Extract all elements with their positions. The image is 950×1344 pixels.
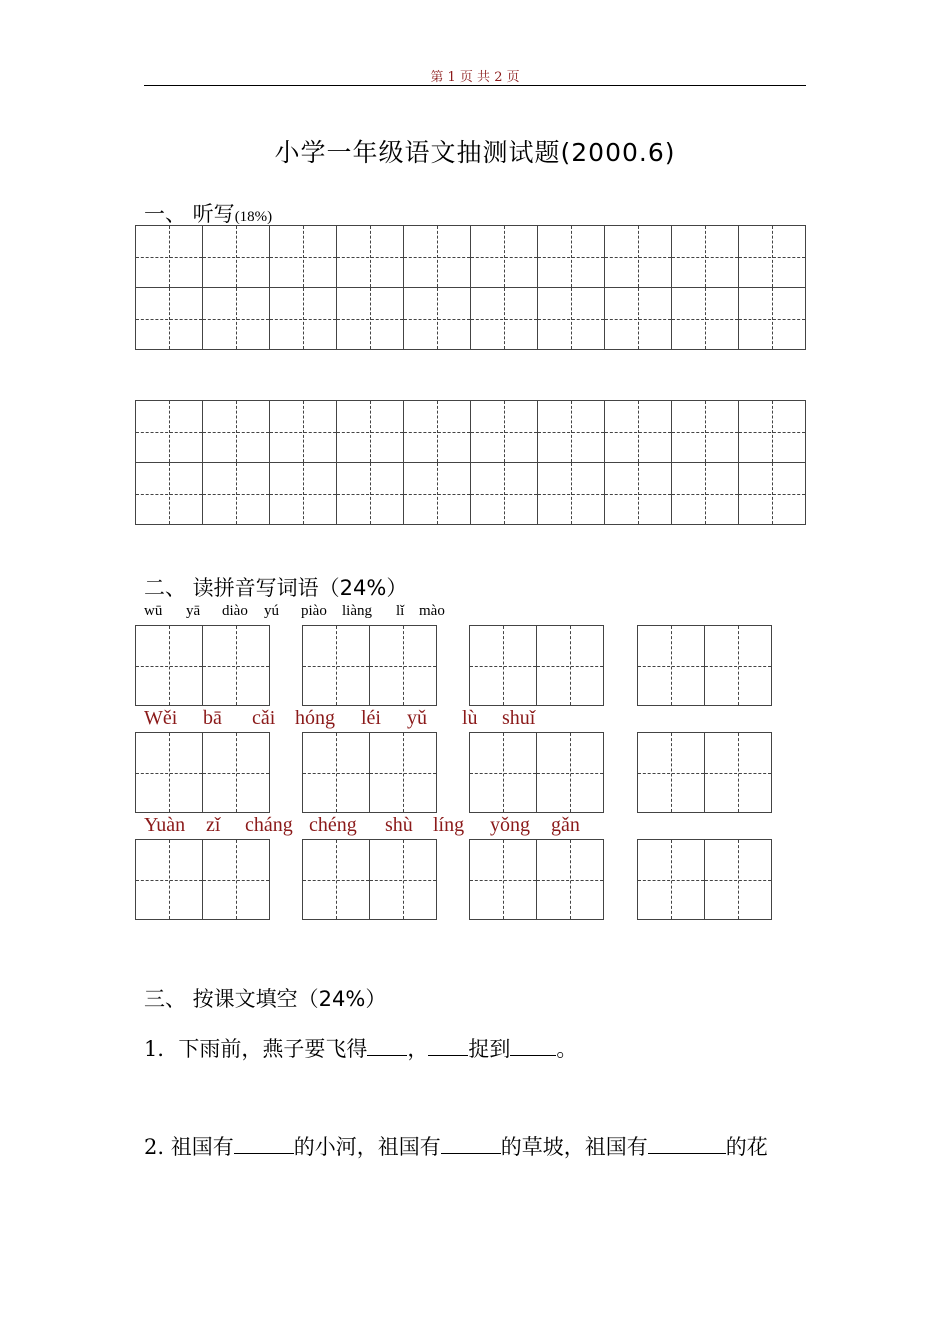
cell-guide-horizontal	[471, 494, 537, 495]
pinyin: wū	[144, 603, 163, 619]
pinyin: líng	[433, 814, 465, 836]
writing-cell[interactable]	[604, 400, 672, 463]
cell-guide-horizontal	[705, 773, 771, 774]
pinyin: zǐ	[206, 814, 221, 836]
writing-cell[interactable]	[671, 225, 739, 288]
pinyin: liàng	[342, 603, 372, 619]
cell-guide-horizontal	[136, 432, 202, 433]
answer-blank[interactable]	[234, 1132, 294, 1154]
writing-cell[interactable]	[537, 287, 605, 350]
cell-guide-horizontal	[739, 432, 805, 433]
writing-cell[interactable]	[604, 225, 672, 288]
cell-guide-horizontal	[538, 494, 604, 495]
q1-text-d: 。	[556, 1037, 578, 1061]
answer-blank[interactable]	[428, 1034, 468, 1056]
pinyin: diào	[222, 603, 248, 619]
writing-cell[interactable]	[336, 225, 404, 288]
cell-guide-horizontal	[538, 257, 604, 258]
cell-guide-horizontal	[370, 773, 436, 774]
cell-guide-horizontal	[203, 432, 269, 433]
writing-cell[interactable]	[202, 225, 270, 288]
cell-guide-horizontal	[470, 666, 536, 667]
pinyin: chéng	[309, 814, 357, 836]
cell-guide-horizontal	[136, 494, 202, 495]
writing-cell[interactable]	[536, 625, 604, 706]
cell-guide-horizontal	[203, 773, 269, 774]
cell-guide-horizontal	[537, 666, 603, 667]
cell-guide-horizontal	[672, 319, 738, 320]
cell-guide-horizontal	[638, 880, 704, 881]
writing-cell[interactable]	[369, 839, 437, 920]
cell-guide-horizontal	[605, 257, 671, 258]
cell-guide-horizontal	[337, 432, 403, 433]
cell-guide-horizontal	[337, 319, 403, 320]
answer-blank[interactable]	[441, 1132, 501, 1154]
header-rule	[144, 85, 806, 86]
writing-cell[interactable]	[637, 625, 705, 706]
writing-cell[interactable]	[704, 625, 772, 706]
pinyin: cháng	[245, 814, 293, 836]
q2-text-b: 的小河，祖国有	[293, 1135, 441, 1159]
pinyin: yǒng	[490, 814, 530, 836]
writing-cell[interactable]	[536, 732, 604, 813]
writing-cell[interactable]	[202, 732, 270, 813]
cell-guide-horizontal	[739, 494, 805, 495]
writing-cell[interactable]	[202, 839, 270, 920]
pinyin: cǎi	[252, 707, 276, 729]
cell-guide-horizontal	[203, 880, 269, 881]
pinyin: Yuàn	[144, 814, 186, 836]
writing-cell[interactable]	[369, 625, 437, 706]
writing-cell[interactable]	[135, 732, 203, 813]
cell-guide-horizontal	[672, 257, 738, 258]
writing-cell[interactable]	[202, 287, 270, 350]
writing-cell[interactable]	[135, 400, 203, 463]
writing-cell[interactable]	[469, 732, 537, 813]
writing-cell[interactable]	[269, 400, 337, 463]
writing-cell[interactable]	[637, 732, 705, 813]
pinyin: léi	[361, 707, 381, 729]
cell-guide-horizontal	[203, 319, 269, 320]
pinyin: lǐ	[396, 603, 405, 619]
pinyin: piào	[301, 603, 327, 619]
cell-guide-horizontal	[705, 880, 771, 881]
answer-blank[interactable]	[367, 1034, 407, 1056]
cell-guide-horizontal	[136, 319, 202, 320]
cell-guide-horizontal	[605, 319, 671, 320]
writing-cell[interactable]	[470, 287, 538, 350]
writing-cell[interactable]	[336, 462, 404, 525]
cell-guide-horizontal	[370, 880, 436, 881]
page-number-header: 第 1 页 共 2 页	[430, 70, 520, 85]
writing-cell[interactable]	[269, 225, 337, 288]
writing-cell[interactable]	[302, 732, 370, 813]
writing-cell[interactable]	[269, 287, 337, 350]
writing-cell[interactable]	[135, 462, 203, 525]
writing-cell[interactable]	[671, 462, 739, 525]
writing-cell[interactable]	[302, 625, 370, 706]
writing-cell[interactable]	[470, 400, 538, 463]
writing-cell[interactable]	[469, 839, 537, 920]
section2-heading: 二、 读拼音写词语（24%）	[144, 576, 408, 600]
cell-guide-horizontal	[471, 257, 537, 258]
writing-cell[interactable]	[604, 462, 672, 525]
writing-cell[interactable]	[604, 287, 672, 350]
writing-cell[interactable]	[738, 287, 806, 350]
writing-cell[interactable]	[202, 400, 270, 463]
cell-guide-horizontal	[537, 773, 603, 774]
pinyin: bā	[203, 707, 222, 729]
writing-cell[interactable]	[135, 287, 203, 350]
cell-guide-horizontal	[270, 494, 336, 495]
writing-cell[interactable]	[704, 839, 772, 920]
cell-guide-horizontal	[404, 319, 470, 320]
cell-guide-horizontal	[270, 319, 336, 320]
cell-guide-horizontal	[605, 494, 671, 495]
cell-guide-horizontal	[638, 666, 704, 667]
cell-guide-horizontal	[404, 494, 470, 495]
cell-guide-horizontal	[337, 494, 403, 495]
writing-cell[interactable]	[537, 400, 605, 463]
cell-guide-horizontal	[337, 257, 403, 258]
section1-heading	[144, 198, 272, 228]
pinyin: yǔ	[407, 707, 427, 729]
writing-cell[interactable]	[537, 462, 605, 525]
writing-cell[interactable]	[336, 287, 404, 350]
writing-cell[interactable]	[202, 625, 270, 706]
writing-cell[interactable]	[470, 462, 538, 525]
pinyin: lù	[462, 707, 478, 729]
cell-guide-horizontal	[136, 773, 202, 774]
cell-guide-horizontal	[672, 432, 738, 433]
pinyin: mào	[419, 603, 445, 619]
pinyin: shù	[385, 814, 413, 836]
cell-guide-horizontal	[303, 666, 369, 667]
cell-guide-horizontal	[270, 257, 336, 258]
writing-cell[interactable]	[671, 287, 739, 350]
cell-guide-horizontal	[471, 319, 537, 320]
cell-guide-horizontal	[672, 494, 738, 495]
cell-guide-horizontal	[404, 432, 470, 433]
writing-cell[interactable]	[135, 839, 203, 920]
page-title: 小学一年级语文抽测试题(2000.6)	[274, 138, 676, 167]
cell-guide-horizontal	[537, 880, 603, 881]
cell-guide-horizontal	[538, 319, 604, 320]
pinyin: yā	[186, 603, 201, 619]
cell-guide-horizontal	[538, 432, 604, 433]
pinyin: Wěi	[144, 707, 178, 729]
cell-guide-horizontal	[470, 773, 536, 774]
writing-cell[interactable]	[403, 287, 471, 350]
section1-percent: (18%)	[234, 209, 273, 225]
writing-cell[interactable]	[469, 625, 537, 706]
cell-guide-horizontal	[739, 257, 805, 258]
pinyin: gǎn	[551, 814, 580, 836]
cell-guide-horizontal	[136, 880, 202, 881]
writing-cell[interactable]	[202, 462, 270, 525]
writing-cell[interactable]	[403, 400, 471, 463]
writing-cell[interactable]	[369, 732, 437, 813]
writing-cell[interactable]	[536, 839, 604, 920]
pinyin: hóng	[295, 707, 335, 729]
cell-guide-horizontal	[370, 666, 436, 667]
writing-cell[interactable]	[336, 400, 404, 463]
cell-guide-horizontal	[739, 319, 805, 320]
writing-cell[interactable]	[403, 462, 471, 525]
fill-question-1	[144, 1033, 577, 1063]
cell-guide-horizontal	[136, 257, 202, 258]
section3-heading: 三、 按课文填空（24%）	[144, 987, 387, 1011]
writing-cell[interactable]	[704, 732, 772, 813]
cell-guide-horizontal	[303, 880, 369, 881]
writing-cell[interactable]	[671, 400, 739, 463]
writing-cell[interactable]	[738, 400, 806, 463]
q2-text-a: 2. 祖国有	[144, 1135, 234, 1159]
cell-guide-horizontal	[404, 257, 470, 258]
writing-cell[interactable]	[269, 462, 337, 525]
cell-guide-horizontal	[203, 257, 269, 258]
cell-guide-horizontal	[471, 432, 537, 433]
answer-blank[interactable]	[510, 1034, 556, 1056]
writing-cell[interactable]	[135, 225, 203, 288]
writing-cell[interactable]	[738, 462, 806, 525]
pinyin: shuǐ	[502, 707, 536, 729]
writing-cell[interactable]	[470, 225, 538, 288]
pinyin: yú	[264, 603, 279, 619]
cell-guide-horizontal	[303, 773, 369, 774]
q1-text-b: ，	[407, 1037, 429, 1061]
cell-guide-horizontal	[203, 494, 269, 495]
cell-guide-horizontal	[270, 432, 336, 433]
q1-text-a: 1．下雨前，燕子要飞得	[144, 1037, 368, 1061]
answer-blank[interactable]	[648, 1132, 726, 1154]
cell-guide-horizontal	[470, 880, 536, 881]
q2-text-c: 的草坡，祖国有	[500, 1135, 648, 1159]
cell-guide-horizontal	[203, 666, 269, 667]
writing-cell[interactable]	[637, 839, 705, 920]
writing-cell[interactable]	[537, 225, 605, 288]
cell-guide-horizontal	[605, 432, 671, 433]
cell-guide-horizontal	[705, 666, 771, 667]
fill-question-2	[144, 1131, 768, 1161]
writing-cell[interactable]	[302, 839, 370, 920]
section1-title: 一、 听写	[144, 202, 235, 226]
cell-guide-horizontal	[638, 773, 704, 774]
q2-text-d: 的花	[725, 1135, 768, 1159]
writing-cell[interactable]	[738, 225, 806, 288]
writing-cell[interactable]	[135, 625, 203, 706]
cell-guide-horizontal	[136, 666, 202, 667]
q1-text-c: 捉到	[468, 1037, 511, 1061]
writing-cell[interactable]	[403, 225, 471, 288]
